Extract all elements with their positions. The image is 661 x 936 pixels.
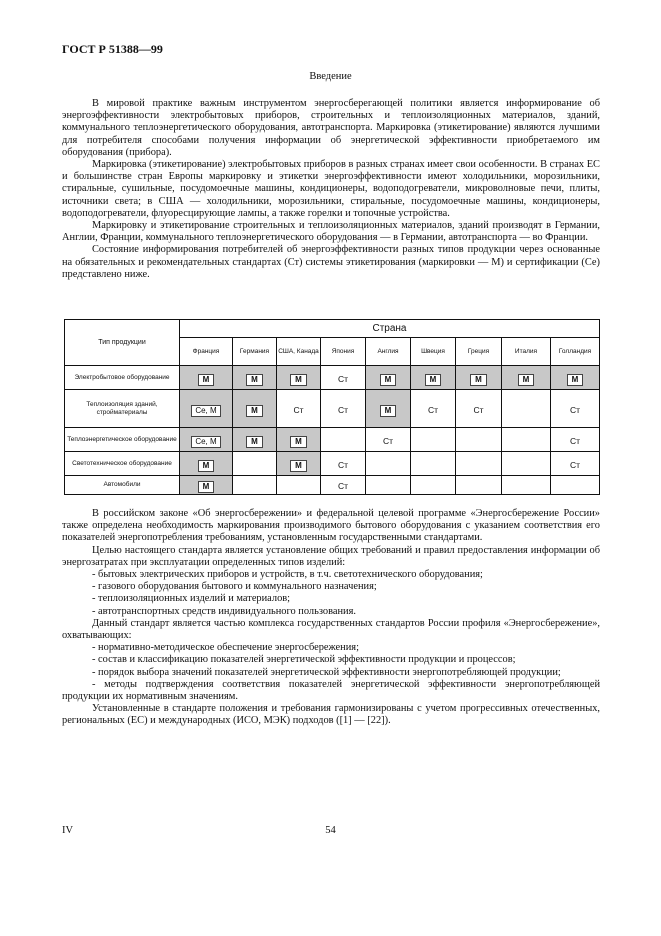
standard-label: Ст — [569, 459, 581, 470]
standard-label: Ст — [337, 481, 349, 491]
value-cell — [321, 390, 366, 428]
value-cell — [551, 476, 600, 495]
value-cell — [277, 428, 321, 452]
marking-label: М — [198, 481, 215, 493]
table-row — [65, 476, 600, 495]
paragraph: В российском законе «Об энергосбережении» и федеральной целевой программе «Энергосбережение России» также определена необходимость маркирования производимого бытового оборудования с указанием соответствия его показателей энергопотребления требованиям, установленным государственными стандартами. — [62, 508, 600, 544]
value-cell — [180, 390, 233, 428]
value-cell — [502, 476, 551, 495]
list-item: - методы подтверждения соответствия показателей энергетической эффективности энергопотребляющей продукции их нормативным значениям. — [62, 678, 600, 703]
standard-label: Ст — [337, 404, 349, 415]
country-header: Германия — [233, 338, 277, 366]
country-header: Англия — [366, 338, 411, 366]
marking-label: М — [380, 405, 397, 417]
roman-page-number: IV — [62, 825, 74, 836]
column-header-country: Страна — [180, 320, 600, 338]
value-cell — [233, 366, 277, 390]
value-cell — [456, 428, 502, 452]
product-type-cell: Теплоэнергетическое оборудование — [65, 428, 180, 452]
value-cell — [321, 428, 366, 452]
value-cell — [551, 390, 600, 428]
value-cell — [551, 452, 600, 476]
column-header-type: Тип продукции — [65, 320, 180, 366]
marking-label: М — [246, 436, 263, 448]
marking-label: Се, М — [191, 436, 220, 448]
standard-header: ГОСТ Р 51388—99 — [62, 42, 163, 56]
value-cell — [277, 390, 321, 428]
section-title: Введение — [309, 71, 352, 82]
list-item: - бытовых электрических приборов и устройств, в т.ч. светотехнического оборудования; — [92, 569, 483, 581]
country-header: Франция — [180, 338, 233, 366]
value-cell — [502, 366, 551, 390]
paragraph: Маркировка (этикетирование) электробытовых приборов в разных странах имеет свои особенности. В странах ЕС и большинстве стран Европы маркировку и этикетки энергоэффективности имеют холодильники, морозильники, стиральные, сушильные, посудомоечные машины, кондиционеры, водоподогреватели, микроволновые печи, плиты, источники света; в США — холодильники, морозильники, стиральные, посудомоечные машины, кондиционеры, водоподогреватели, флуоресцирующие лампы, а также горелки и топочные устройства. — [62, 159, 600, 219]
value-cell — [180, 452, 233, 476]
table-row — [65, 452, 600, 476]
value-cell — [551, 366, 600, 390]
country-header: Швеция — [411, 338, 456, 366]
value-cell — [366, 390, 411, 428]
value-cell — [321, 476, 366, 495]
paragraph: В мировой практике важным инструментом энергосберегающей политики является информирование об энергоэффективности электробытовых приборов, строительных и теплоизоляционных материалов, зданий, коммунального теплоэнергетического оборудования, автотранспорта. Маркировка (этикетирование) являются лучшими для потребителя способами получения информации об энергетической эффективности приобретаемого им оборудования (прибора). — [62, 98, 600, 158]
value-cell — [277, 452, 321, 476]
list-item: - газового оборудования бытового и коммунального назначения; — [92, 581, 377, 593]
value-cell — [411, 390, 456, 428]
standard-label: Ст — [427, 404, 439, 415]
country-header: Италия — [502, 338, 551, 366]
standard-label: Ст — [382, 435, 394, 446]
country-header: США, Канада — [277, 338, 321, 366]
intro-text — [62, 98, 600, 281]
value-cell — [411, 428, 456, 452]
value-cell — [233, 428, 277, 452]
standard-label: Ст — [293, 404, 304, 415]
list-item: - автотранспортных средств индивидуального пользования. — [92, 605, 356, 617]
marking-label: М — [198, 460, 215, 472]
value-cell — [456, 452, 502, 476]
value-cell — [456, 390, 502, 428]
paragraph: Состояние информирования потребителей об энергоэффективности разных типов продукции через основанные на обязательных и рекомендательных стандартах (Ст) системы этикетирования (маркировки — М) и сертификации (Се) представлено ниже. — [62, 244, 600, 280]
value-cell — [502, 390, 551, 428]
value-cell — [277, 366, 321, 390]
marking-label: Се, М — [191, 405, 220, 417]
value-cell — [180, 476, 233, 495]
marking-label: М — [290, 460, 307, 472]
list-item: - теплоизоляционных изделий и материалов; — [92, 593, 291, 605]
value-cell — [366, 476, 411, 495]
value-cell — [456, 476, 502, 495]
standard-label: Ст — [569, 404, 581, 415]
marking-label: M — [246, 374, 263, 386]
paragraph: Данный стандарт является частью комплекса государственных стандартов России профиля «Энергосбережение», охватывающих: — [62, 617, 600, 642]
value-cell — [180, 366, 233, 390]
marking-label: M — [470, 374, 487, 386]
value-cell — [321, 452, 366, 476]
marking-label: M — [425, 374, 442, 386]
list-item: - состав и классификацию показателей энергетической эффективности продукции и процессов; — [92, 654, 516, 666]
value-cell — [366, 366, 411, 390]
value-cell — [456, 366, 502, 390]
value-cell — [366, 428, 411, 452]
standard-label: Ст — [337, 459, 349, 470]
product-type-cell: Теплоизоляция зданий, стройматериалы — [65, 390, 180, 428]
product-type-cell: Электробытовое оборудование — [65, 366, 180, 390]
marking-label: M — [290, 374, 307, 386]
country-header: Голландия — [551, 338, 600, 366]
marking-label: М — [246, 405, 263, 417]
marking-label: M — [380, 374, 397, 386]
product-type-cell: Светотехническое оборудование — [65, 452, 180, 476]
value-cell — [411, 366, 456, 390]
list-item: - нормативно-методическое обеспечение энергосбережения; — [92, 642, 359, 654]
value-cell — [233, 452, 277, 476]
standard-label: Ст — [569, 435, 581, 446]
list-item: - порядок выбора значений показателей энергетической эффективности энергопотребляющей продукции; — [92, 666, 561, 678]
value-cell — [233, 476, 277, 495]
value-cell — [277, 476, 321, 495]
value-cell — [411, 476, 456, 495]
table-row — [65, 366, 600, 390]
value-cell — [551, 428, 600, 452]
marking-label: M — [567, 374, 584, 386]
marking-label: M — [198, 374, 215, 386]
table-row — [65, 428, 600, 452]
standard-label: Ст — [337, 373, 349, 384]
product-type-cell: Автомобили — [65, 476, 180, 495]
country-header: Япония — [321, 338, 366, 366]
value-cell — [321, 366, 366, 390]
paragraph: Установленные в стандарте положения и требования гармонизированы с учетом прогрессивных отечественных, региональных (ЕС) и международных (ИСО, МЭК) подходов ([1] — [22]). — [62, 703, 600, 727]
country-header: Греция — [456, 338, 502, 366]
labeling-table — [64, 319, 600, 495]
standard-label: Ст — [473, 404, 484, 415]
value-cell — [411, 452, 456, 476]
value-cell — [180, 428, 233, 452]
paragraph: Маркировку и этикетирование строительных и теплоизоляционных материалов, зданий производят в Германии, Англии, Франции, коммунального теплоэнергетического оборудования — в Германии, автотранспорта — во Франции. — [62, 220, 600, 244]
table-row — [65, 390, 600, 428]
value-cell — [233, 390, 277, 428]
body-text — [62, 508, 600, 728]
paragraph: Целью настоящего стандарта является установление общих требований и правил предоставления информации об энергозатратах при эксплуатации определенных типов изделий: — [62, 544, 600, 568]
marking-label: М — [290, 436, 307, 448]
value-cell — [366, 452, 411, 476]
value-cell — [502, 428, 551, 452]
value-cell — [502, 452, 551, 476]
marking-label: M — [518, 374, 535, 386]
page-number: 54 — [325, 825, 336, 836]
